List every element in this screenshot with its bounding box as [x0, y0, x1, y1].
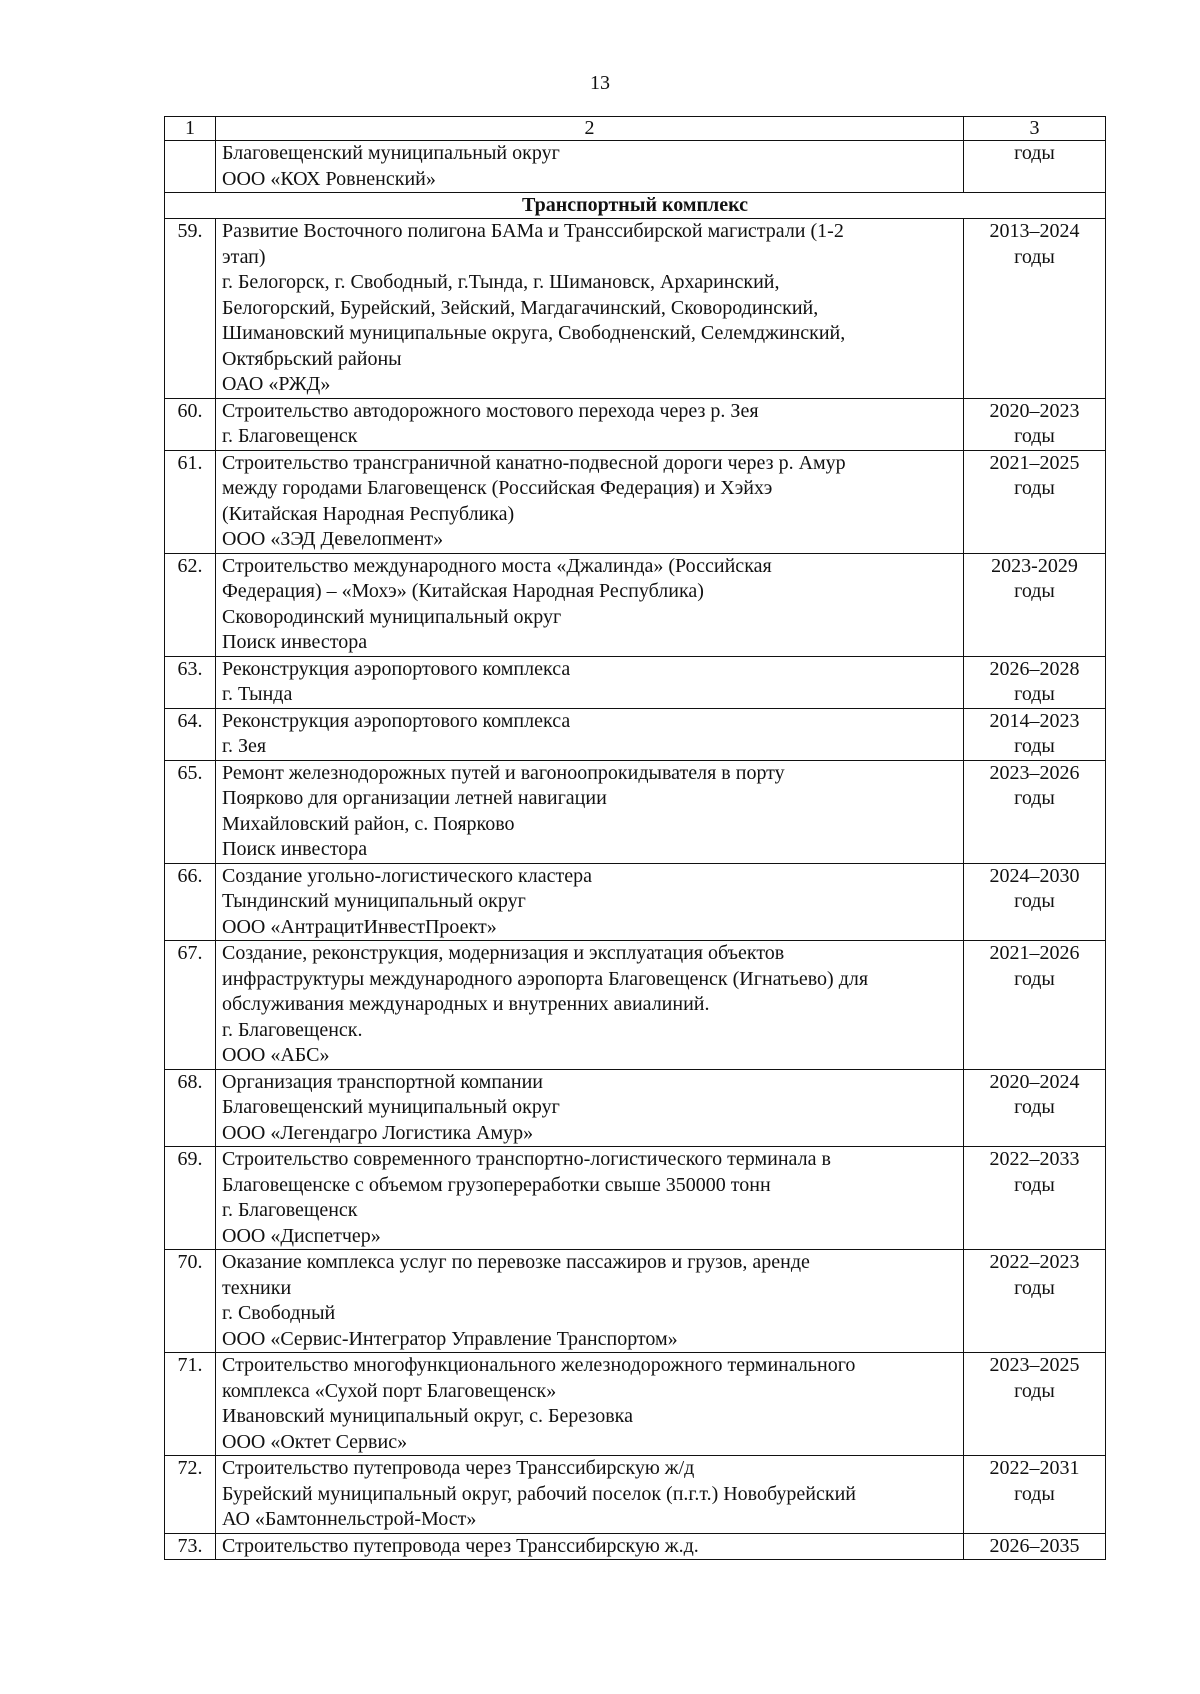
description-line: Строительство трансграничной канатно-подвесной дороги через р. Амур [222, 451, 846, 474]
table-row [165, 863, 1106, 941]
period-line: годы [1014, 477, 1055, 499]
table-row [165, 1147, 1106, 1250]
row-number: 66. [165, 863, 216, 941]
row-number: 65. [165, 760, 216, 863]
table-row [165, 398, 1106, 450]
description-line: Строительство многофункционального железнодорожного терминального [222, 1354, 856, 1376]
row-period [964, 941, 1106, 1070]
description-line: ООО «Легендагро Логистика Амур» [222, 1121, 534, 1144]
period-line: 2026–2035 [989, 1534, 1080, 1557]
table-row [165, 1353, 1106, 1456]
table-row [165, 1456, 1106, 1534]
description-line: Шимановский муниципальные округа, Свободненский, Селемджинский, [222, 322, 846, 344]
description-line: Строительство автодорожного мостового перехода через р. Зея [222, 399, 759, 422]
description-line: обслуживания международных и внутренних авиалиний. [222, 993, 710, 1015]
period-line: 2022–2031 [989, 1457, 1080, 1479]
description-line: инфраструктуры международного аэропорта Благовещенск (Игнатьево) для [222, 967, 869, 990]
row-description [216, 760, 964, 863]
period-line: 2026–2028 [989, 657, 1080, 680]
row-description [216, 398, 964, 450]
description-line: Реконструкция аэропортового комплекса [222, 657, 571, 680]
row-number: 73. [165, 1533, 216, 1560]
description-line: Белогорский, Бурейский, Зейский, Магдагачинский, Сковородинский, [222, 296, 819, 319]
period-line: 2023-2029 [991, 554, 1078, 577]
continuation-row [165, 141, 1106, 193]
description-line: ООО «Диспетчер» [222, 1224, 381, 1247]
row-period [964, 219, 1106, 399]
row-number: 63. [165, 656, 216, 708]
period-line: годы [1014, 683, 1055, 705]
description-line: ОАО «РЖД» [222, 373, 331, 395]
header-col-3: 3 [964, 117, 1106, 141]
description-line: г. Благовещенск [222, 1199, 358, 1221]
description-line: Ремонт железнодорожных путей и вагоноопрокидывателя в порту [222, 761, 785, 784]
description-line: Оказание комплекса услуг по перевозке пассажиров и грузов, аренде [222, 1251, 810, 1273]
period-line: годы [1014, 142, 1055, 164]
row-description [216, 450, 964, 553]
period-line: 2024–2030 [989, 864, 1080, 887]
page-number: 13 [590, 72, 610, 94]
description-line: г. Свободный [222, 1302, 336, 1324]
period-line: 2022–2023 [989, 1251, 1080, 1273]
row-number: 69. [165, 1147, 216, 1250]
row-description [216, 708, 964, 760]
row-description [216, 553, 964, 656]
period-line: 2014–2023 [989, 709, 1080, 732]
row-period [964, 1533, 1106, 1560]
period-line: годы [1014, 1096, 1055, 1118]
row-number: 72. [165, 1456, 216, 1534]
row-description [216, 1353, 964, 1456]
table-row [165, 708, 1106, 760]
description-line: г. Зея [222, 735, 267, 757]
period-line: годы [1014, 967, 1055, 990]
period-line: годы [1014, 1276, 1055, 1299]
period-line: 2023–2026 [989, 761, 1080, 784]
row-period [964, 553, 1106, 656]
description-line: Создание, реконструкция, модернизация и эксплуатация объектов [222, 942, 785, 964]
row-number: 70. [165, 1250, 216, 1353]
description-line: ООО «ЗЭД Девелопмент» [222, 528, 444, 550]
description-line: г. Благовещенск. [222, 1018, 363, 1041]
description-line: ООО «Октет Сервис» [222, 1430, 408, 1453]
description-line: Организация транспортной компании [222, 1070, 544, 1093]
header-col-2: 2 [216, 117, 964, 141]
description-line: ООО «АнтрацитИнвестПроект» [222, 915, 497, 938]
row-description [216, 656, 964, 708]
period-line: годы [1014, 890, 1055, 912]
period-line: годы [1014, 1173, 1055, 1196]
period-line: 2021–2025 [989, 451, 1080, 474]
row-number: 62. [165, 553, 216, 656]
description-line: ООО «АБС» [222, 1044, 330, 1066]
section-title: Транспортный комплекс [165, 193, 1106, 219]
description-line: техники [222, 1276, 292, 1299]
row-number: 60. [165, 398, 216, 450]
table-row [165, 1533, 1106, 1560]
description-line: Поярково для организации летней навигации [222, 787, 607, 809]
table-row [165, 941, 1106, 1070]
description-line: Благовещенске с объемом грузопереработки свыше 350000 тонн [222, 1173, 771, 1196]
description-line: Строительство путепровода через Транссибирскую ж.д. [222, 1534, 699, 1557]
row-number: 68. [165, 1069, 216, 1147]
row-description [216, 1250, 964, 1353]
period-line: годы [1014, 580, 1055, 602]
description-line: Благовещенский муниципальный округ [222, 1096, 560, 1118]
row-period [964, 1456, 1106, 1534]
table-row [165, 219, 1106, 399]
description-line: (Китайская Народная Республика) [222, 502, 515, 525]
period-line: годы [1014, 787, 1055, 809]
description-line: АО «Бамтоннельстрой-Мост» [222, 1508, 477, 1530]
table-row [165, 553, 1106, 656]
row-number: 64. [165, 708, 216, 760]
period-line: 2021–2026 [989, 942, 1080, 964]
row-period [964, 863, 1106, 941]
row-number: 67. [165, 941, 216, 1070]
row-period [964, 398, 1106, 450]
continuation-period-cell [964, 141, 1106, 193]
table-row [165, 450, 1106, 553]
description-line: комплекса «Сухой порт Благовещенск» [222, 1379, 557, 1402]
description-line: Строительство путепровода через Транссибирскую ж/д [222, 1457, 695, 1479]
description-line: этап) [222, 245, 266, 268]
row-description [216, 863, 964, 941]
description-line: Строительство современного транспортно-логистического терминала в [222, 1148, 831, 1170]
description-line: г. Тында [222, 683, 293, 705]
header-col-1: 1 [165, 117, 216, 141]
row-description [216, 941, 964, 1070]
period-line: 2020–2023 [989, 399, 1080, 422]
table-row [165, 656, 1106, 708]
table-row [165, 760, 1106, 863]
period-line: годы [1014, 245, 1055, 268]
row-period [964, 1353, 1106, 1456]
description-line: между городами Благовещенск (Российская Федерация) и Хэйхэ [222, 477, 773, 499]
description-line: г. Белогорск, г. Свободный, г.Тында, г. Шимановск, Архаринский, [222, 271, 780, 293]
table-row [165, 1069, 1106, 1147]
period-line: годы [1014, 425, 1055, 447]
section-header-row [165, 193, 1106, 219]
description-line: ООО «КОХ Ровненский» [222, 167, 436, 190]
description-line: Развитие Восточного полигона БАМа и Транссибирской магистрали (1-2 [222, 220, 844, 242]
row-description [216, 1456, 964, 1534]
row-description [216, 219, 964, 399]
period-line: 2020–2024 [989, 1070, 1080, 1093]
description-line: Михайловский район, с. Поярково [222, 812, 515, 835]
row-description [216, 1069, 964, 1147]
continuation-description-cell [216, 141, 964, 193]
row-period [964, 708, 1106, 760]
row-period [964, 656, 1106, 708]
description-line: ООО «Сервис-Интегратор Управление Транспортом» [222, 1327, 678, 1350]
projects-table [164, 116, 1106, 1560]
description-line: Сковородинский муниципальный округ [222, 605, 562, 628]
table-header-row [165, 117, 1106, 141]
projects-table-body [165, 117, 1106, 1560]
period-line: годы [1014, 1482, 1055, 1505]
row-period [964, 450, 1106, 553]
description-line: Создание угольно-логистического кластера [222, 864, 592, 887]
description-line: Поиск инвестора [222, 838, 368, 860]
row-period [964, 1069, 1106, 1147]
row-number: 61. [165, 450, 216, 553]
row-period [964, 760, 1106, 863]
description-line: Реконструкция аэропортового комплекса [222, 709, 571, 732]
period-line: 2023–2025 [989, 1354, 1080, 1376]
row-number: 59. [165, 219, 216, 399]
description-line: Октябрьский районы [222, 347, 402, 370]
table-row [165, 1250, 1106, 1353]
row-number: 71. [165, 1353, 216, 1456]
description-line: г. Благовещенск [222, 425, 358, 447]
continuation-num-cell [165, 141, 216, 193]
description-line: Поиск инвестора [222, 631, 368, 653]
description-line: Строительство международного моста «Джалинда» (Российская [222, 554, 772, 577]
period-line: годы [1014, 735, 1055, 757]
row-description [216, 1533, 964, 1560]
period-line: годы [1014, 1379, 1055, 1402]
description-line: Федерация) – «Мохэ» (Китайская Народная Республика) [222, 580, 704, 602]
row-description [216, 1147, 964, 1250]
description-line: Бурейский муниципальный округ, рабочий поселок (п.г.т.) Новобурейский [222, 1482, 856, 1505]
row-period [964, 1250, 1106, 1353]
period-line: 2013–2024 [989, 220, 1080, 242]
period-line: 2022–2033 [989, 1148, 1080, 1170]
description-line: Благовещенский муниципальный округ [222, 142, 560, 164]
description-line: Тындинский муниципальный округ [222, 890, 526, 912]
description-line: Ивановский муниципальный округ, с. Березовка [222, 1405, 633, 1427]
row-period [964, 1147, 1106, 1250]
